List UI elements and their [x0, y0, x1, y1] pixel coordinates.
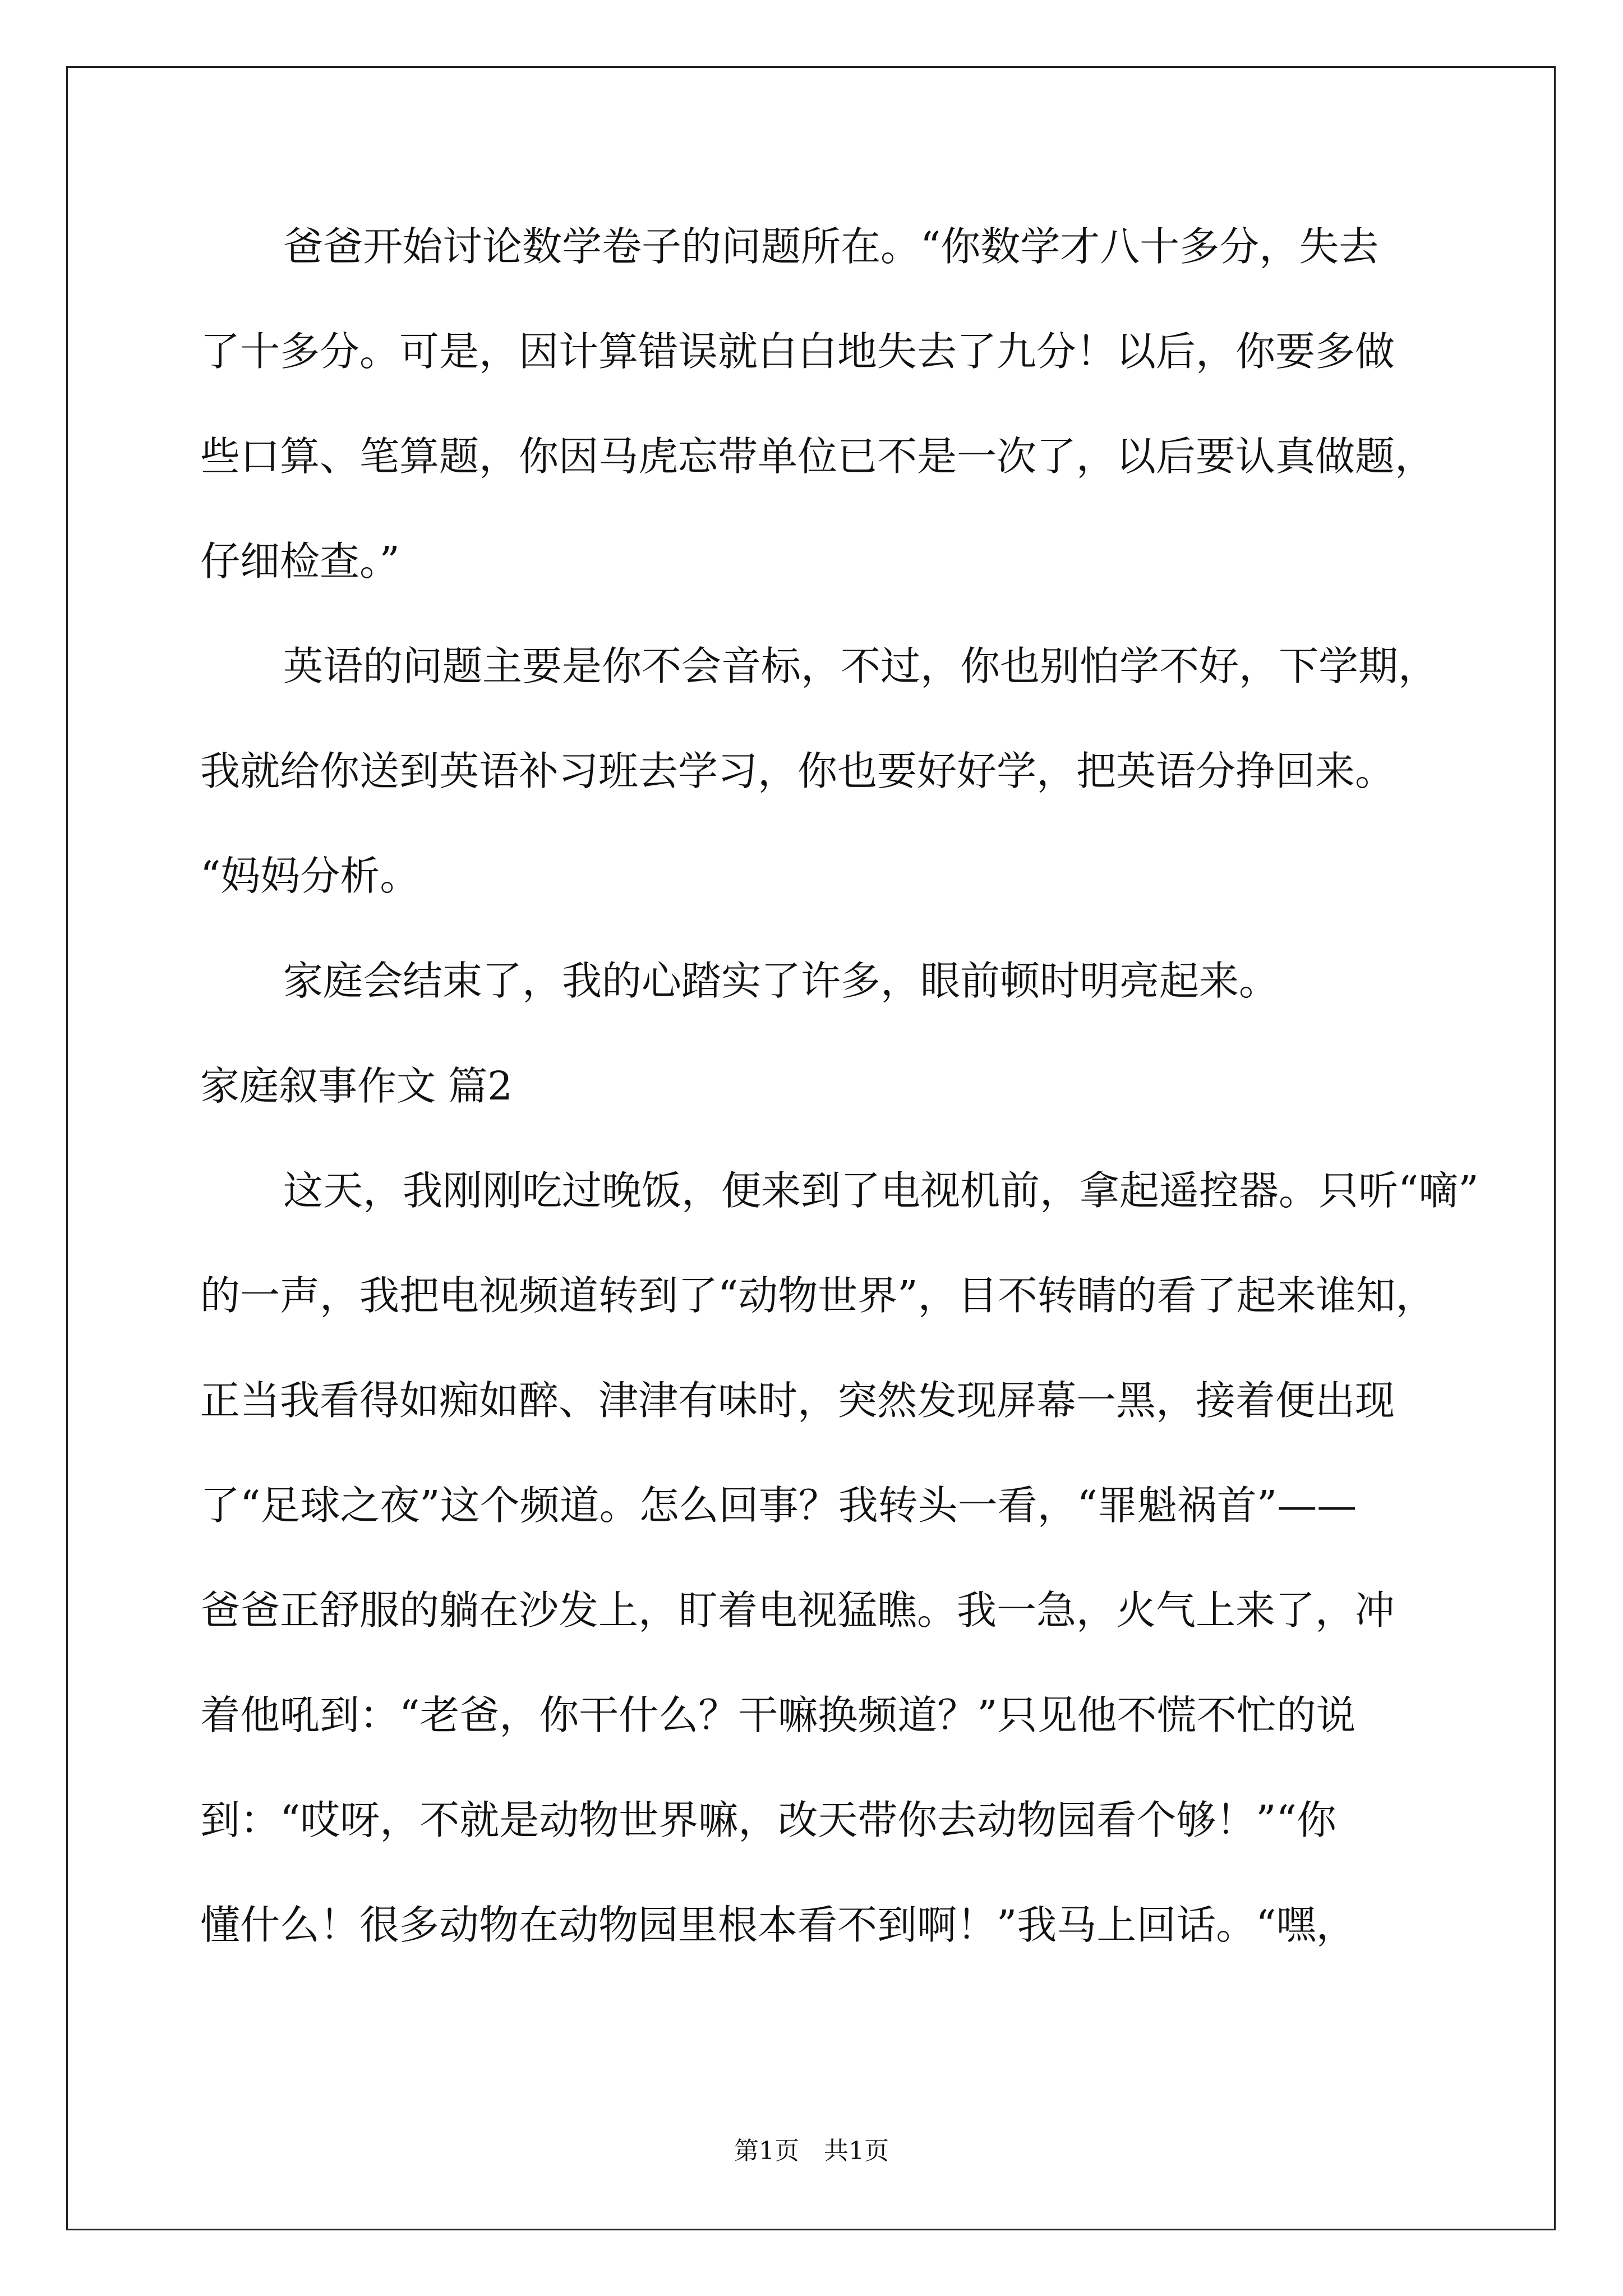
text-line: 英语的问题主要是你不会音标，不过，你也别怕学不好，下学期， [283, 643, 1438, 689]
text-line: 爸爸开始讨论数学卷子的问题所在。“你数学才八十多分，失去 [283, 223, 1379, 270]
text-line: 我就给你送到英语补习班去学习，你也要好好学，把英语分挣回来。 [200, 748, 1395, 794]
section-heading: 家庭叙事作文 篇2 [200, 1063, 513, 1109]
text-line: 了十多分。可是，因计算错误就白白地失去了九分！以后，你要多做 [200, 328, 1395, 375]
text-line: 到：“哎呀，不就是动物世界嘛，改天带你去动物园看个够！”“你 [200, 1797, 1336, 1843]
text-line: 仔细检查。” [200, 538, 400, 585]
text-line: “妈妈分析。 [200, 853, 420, 899]
text-line: 了“足球之夜”这个频道。怎么回事？我转头一看，“罪魁祸首”—— [200, 1482, 1357, 1529]
text-line: 着他吼到：“老爸，你干什么？干嘛换频道？”只见他不慌不忙的说 [200, 1692, 1356, 1738]
text-line: 懂什么！很多动物在动物园里根本看不到啊！”我马上回话。“嘿， [200, 1902, 1356, 1948]
text-line: 的一声，我把电视频道转到了“动物世界”，目不转睛的看了起来谁知， [200, 1272, 1436, 1319]
page-footer: 第1页 共1页 [734, 2137, 889, 2165]
text-line: 些口算、笔算题，你因马虎忘带单位已不是一次了，以后要认真做题， [200, 433, 1435, 480]
text-line: 家庭会结束了，我的心踏实了许多，眼前顿时明亮起来。 [283, 958, 1279, 1004]
text-line: 这天，我刚刚吃过晚饭，便来到了电视机前，拿起遥控器。只听“嘀” [283, 1167, 1479, 1214]
text-line: 爸爸正舒服的躺在沙发上，盯着电视猛瞧。我一急，火气上来了，冲 [200, 1587, 1395, 1634]
text-line: 正当我看得如痴如醉、津津有味时，突然发现屏幕一黑，接着便出现 [200, 1377, 1395, 1424]
